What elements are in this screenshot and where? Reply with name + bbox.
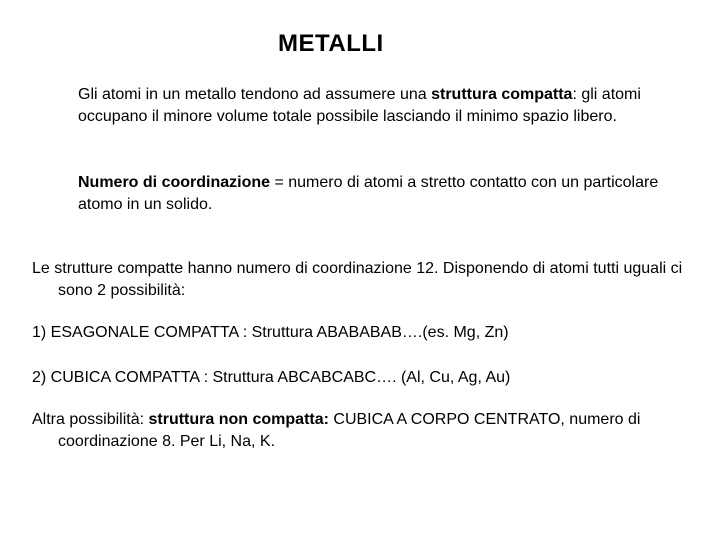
p2-bold-term: Numero di coordinazione	[78, 174, 271, 191]
paragraph-strutture-compatte: Le strutture compatte hanno numero di coordinazione 12. Disponendo di atomi tutti uguali ci sono 2 possibilità:	[32, 260, 683, 299]
list-item-esagonale: 1) ESAGONALE COMPATTA : Struttura ABABABAB….(es. Mg, Zn)	[32, 324, 509, 341]
p1-text-a: Gli atomi in un metallo tendono ad assumere una	[78, 86, 432, 103]
p2-text-b: = numero di atomi a stretto contatto con un particolare atomo in un solido.	[78, 174, 659, 213]
paragraph-numero-coordinazione	[78, 172, 678, 216]
list-item-cubica: 2) CUBICA COMPATTA : Struttura ABCABCABC…. (Al, Cu, Ag, Au)	[32, 369, 511, 386]
p4-text-c: CUBICA A CORPO CENTRATO, numero di coordinazione 8. Per Li, Na, K.	[58, 411, 641, 450]
p4-bold-term: struttura non compatta:	[148, 411, 329, 428]
page-title: METALLI	[278, 30, 384, 57]
p1-bold-term: struttura compatta	[431, 86, 573, 103]
p1-text-c: : gli atomi occupano il minore volume totale possibile lasciando il minimo spazio libero.	[78, 86, 641, 125]
paragraph-struttura-compatta	[78, 84, 678, 128]
paragraph-altra-possibilita	[32, 409, 718, 453]
p4-text-a: Altra possibilità:	[32, 411, 149, 428]
